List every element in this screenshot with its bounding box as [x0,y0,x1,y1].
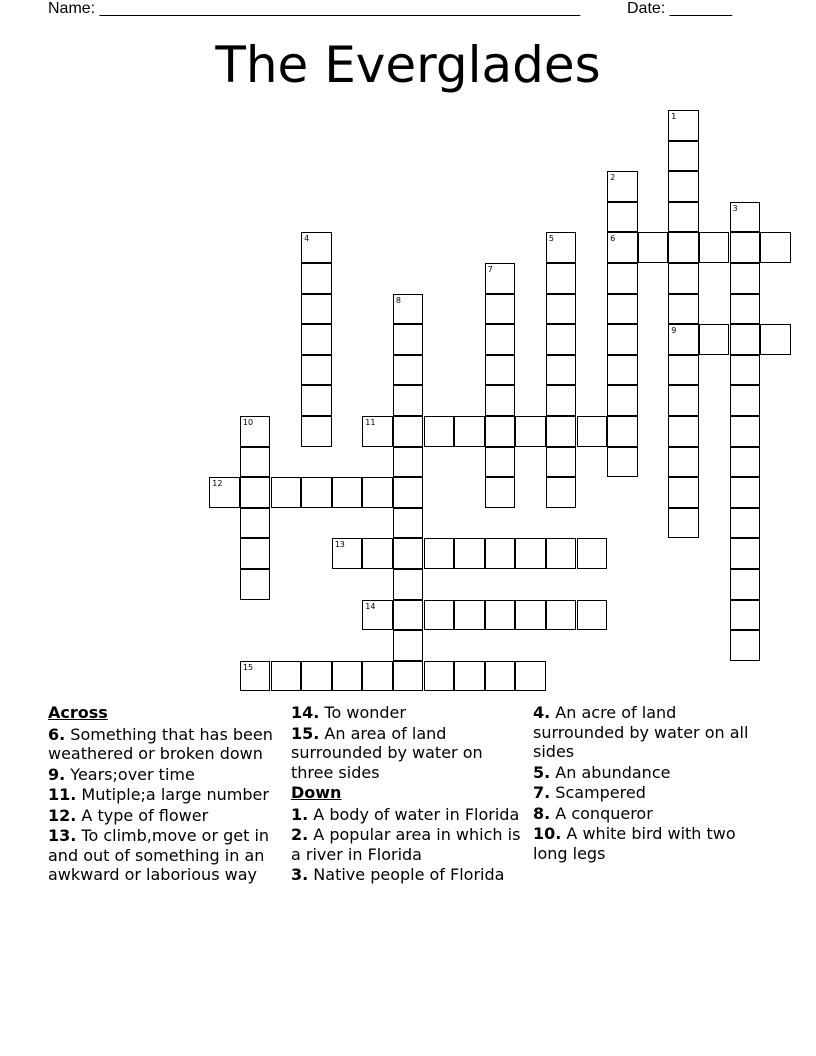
crossword-cell[interactable] [607,294,638,325]
crossword-cell[interactable] [454,538,485,569]
clue-number: 12 [212,479,223,489]
crossword-cell[interactable] [485,477,516,508]
crossword-cell[interactable] [607,355,638,386]
crossword-cell[interactable] [730,447,761,478]
across-clue: 6. Something that has been weathered or broken down [48,724,273,763]
crossword-cell[interactable] [362,538,393,569]
crossword-cell[interactable] [607,385,638,416]
crossword-cell[interactable] [393,600,424,631]
crossword-cell[interactable] [607,324,638,355]
crossword-cell[interactable] [362,477,393,508]
crossword-cell[interactable] [668,355,699,386]
crossword-cell[interactable] [454,661,485,692]
crossword-cell[interactable] [577,600,608,631]
crossword-cell[interactable] [515,661,546,692]
crossword-cell[interactable] [699,232,730,263]
clue-number: 1 [671,112,677,121]
crossword-cell[interactable] [332,538,363,569]
crossword-cell[interactable] [393,569,424,600]
clue-number: 11 [365,418,376,427]
clues-column-1 [48,703,286,886]
crossword-cell[interactable] [577,416,608,447]
clues-column-3 [533,703,771,864]
crossword-cell[interactable] [730,416,761,447]
crossword-cell[interactable] [546,538,577,569]
crossword-cell[interactable] [454,416,485,447]
crossword-cell[interactable] [301,416,332,447]
crossword-cell[interactable] [393,324,424,355]
crossword-cell[interactable] [393,661,424,692]
crossword-cell[interactable] [271,661,302,692]
crossword-cell[interactable] [393,416,424,447]
crossword-cell[interactable] [240,538,271,569]
crossword-cell[interactable] [485,416,516,447]
crossword-cell[interactable] [393,294,424,325]
crossword-cell[interactable] [209,477,240,508]
clue-number: 3 [732,203,738,213]
crossword-cell[interactable] [240,569,271,600]
crossword-cell[interactable] [668,324,699,355]
clue-number: 10 [242,418,254,427]
crossword-cell[interactable] [668,263,699,294]
crossword-cell[interactable] [240,477,271,508]
across-heading: Across [48,703,108,722]
clue-number: 9 [671,326,677,336]
crossword-cell[interactable] [668,171,699,202]
name-field-label: Name: ______________________________________________________ [48,0,581,17]
crossword-cell[interactable] [546,385,577,416]
crossword-cell[interactable] [362,600,393,631]
crossword-cell[interactable] [485,263,516,294]
clue-number: 8 [395,295,401,305]
crossword-cell[interactable] [485,538,516,569]
crossword-cell[interactable] [393,385,424,416]
crossword-cell[interactable] [515,600,546,631]
crossword-cell[interactable] [301,477,332,508]
crossword-cell[interactable] [730,263,761,294]
crossword-cell[interactable] [607,232,638,263]
crossword-cell[interactable] [546,263,577,294]
crossword-cell[interactable] [546,294,577,325]
crossword-cell[interactable] [607,263,638,294]
crossword-cell[interactable] [393,355,424,386]
down-clue: 4. An acre of land surrounded by water on all sides [533,703,749,761]
crossword-cell[interactable] [393,447,424,478]
crossword-cell[interactable] [699,324,730,355]
down-clue: 5. An abundance [533,762,671,782]
across-clue: 12. A type of flower [48,805,209,825]
crossword-cell[interactable] [546,477,577,508]
crossword-cell[interactable] [515,416,546,447]
crossword-cell[interactable] [393,538,424,569]
crossword-cell[interactable] [607,416,638,447]
crossword-cell[interactable] [668,477,699,508]
clue-number: 5 [548,234,554,244]
down-heading: Down [291,783,342,802]
crossword-cell[interactable] [362,661,393,692]
crossword-cell[interactable] [730,385,761,416]
crossword-cell[interactable] [638,232,669,263]
across-clue: 9. Years;over time [48,764,195,784]
crossword-cell[interactable] [668,202,699,233]
crossword-cell[interactable] [393,477,424,508]
crossword-cell[interactable] [393,630,424,661]
date-field-label: Date: _______ [627,0,732,17]
crossword-cell[interactable] [546,324,577,355]
crossword-cell[interactable] [485,600,516,631]
crossword-cell[interactable] [607,447,638,478]
crossword-cell[interactable] [424,538,455,569]
down-clue: 1. A body of water in Florida [291,804,520,824]
crossword-cell[interactable] [393,508,424,539]
crossword-cell[interactable] [668,294,699,325]
crossword-cell[interactable] [730,569,761,600]
crossword-cell[interactable] [301,263,332,294]
crossword-cell[interactable] [668,416,699,447]
crossword-cell[interactable] [485,385,516,416]
crossword-cell[interactable] [424,416,455,447]
crossword-cell[interactable] [485,661,516,692]
crossword-cell[interactable] [485,294,516,325]
crossword-cell[interactable] [454,600,485,631]
crossword-cell[interactable] [760,232,791,263]
crossword-cell[interactable] [730,477,761,508]
crossword-cell[interactable] [760,324,791,355]
across-clue: 11. Mutiple;a large number [48,785,269,804]
crossword-cell[interactable] [546,355,577,386]
across-clue: 13. To climb,move or get in and out of something in an awkward or laborious way [48,826,270,884]
crossword-cell[interactable] [332,477,363,508]
clue-number: 15 [242,662,254,672]
crossword-cell[interactable] [301,324,332,355]
across-clue: 15. An area of land surrounded by water on three sides [291,723,483,782]
crossword-cell[interactable] [730,202,761,233]
clue-number: 7 [487,265,493,274]
crossword-cell[interactable] [668,508,699,539]
clue-number: 4 [304,234,310,244]
crossword-cell[interactable] [240,508,271,539]
crossword-cell[interactable] [607,171,638,202]
crossword-cell[interactable] [730,630,761,661]
down-clue: 7. Scampered [533,783,646,802]
crossword-cell[interactable] [485,447,516,478]
crossword-cell[interactable] [668,447,699,478]
crossword-cell[interactable] [730,232,761,263]
down-clue: 8. A conqueror [533,803,653,823]
down-clue: 3. Native people of Florida [291,865,505,884]
crossword-cell[interactable] [730,508,761,539]
down-clue: 10. A white bird with two long legs [533,824,736,863]
crossword-cell[interactable] [546,600,577,631]
down-clue: 2. A popular area in which is a river in Florida [291,825,521,864]
crossword-cell[interactable] [240,416,271,447]
crossword-cell[interactable] [577,538,608,569]
crossword-cell[interactable] [240,447,271,478]
crossword-cell[interactable] [332,661,363,692]
clue-number: 2 [610,173,616,183]
crossword-cell[interactable] [730,538,761,569]
crossword-cell[interactable] [730,600,761,631]
crossword-cell[interactable] [301,294,332,325]
crossword-cell[interactable] [730,355,761,386]
crossword-cell[interactable] [607,202,638,233]
clue-number: 13 [334,540,345,550]
crossword-cell[interactable] [485,355,516,386]
crossword-cell[interactable] [668,141,699,172]
crossword-cell[interactable] [301,355,332,386]
crossword-cell[interactable] [730,294,761,325]
crossword-cell[interactable] [424,661,455,692]
crossword-cell[interactable] [362,416,393,447]
puzzle-title: The Everglades [215,36,601,94]
crossword-cell[interactable] [668,385,699,416]
crossword-cell[interactable] [301,385,332,416]
crossword-cell[interactable] [668,232,699,263]
clue-number: 6 [610,234,616,244]
crossword-cell[interactable] [301,661,332,692]
crossword-cell[interactable] [515,538,546,569]
crossword-cell[interactable] [546,416,577,447]
clue-number: 14 [365,601,376,611]
across-clue: 14. To wonder [291,703,406,722]
crossword-cell[interactable] [730,324,761,355]
crossword-cell[interactable] [424,600,455,631]
crossword-cell[interactable] [546,232,577,263]
crossword-cell[interactable] [301,232,332,263]
crossword-cell[interactable] [271,477,302,508]
crossword-cell[interactable] [485,324,516,355]
clues-column-2 [291,703,529,886]
crossword-cell[interactable] [240,661,271,692]
crossword-cell[interactable] [668,110,699,141]
crossword-cell[interactable] [546,447,577,478]
